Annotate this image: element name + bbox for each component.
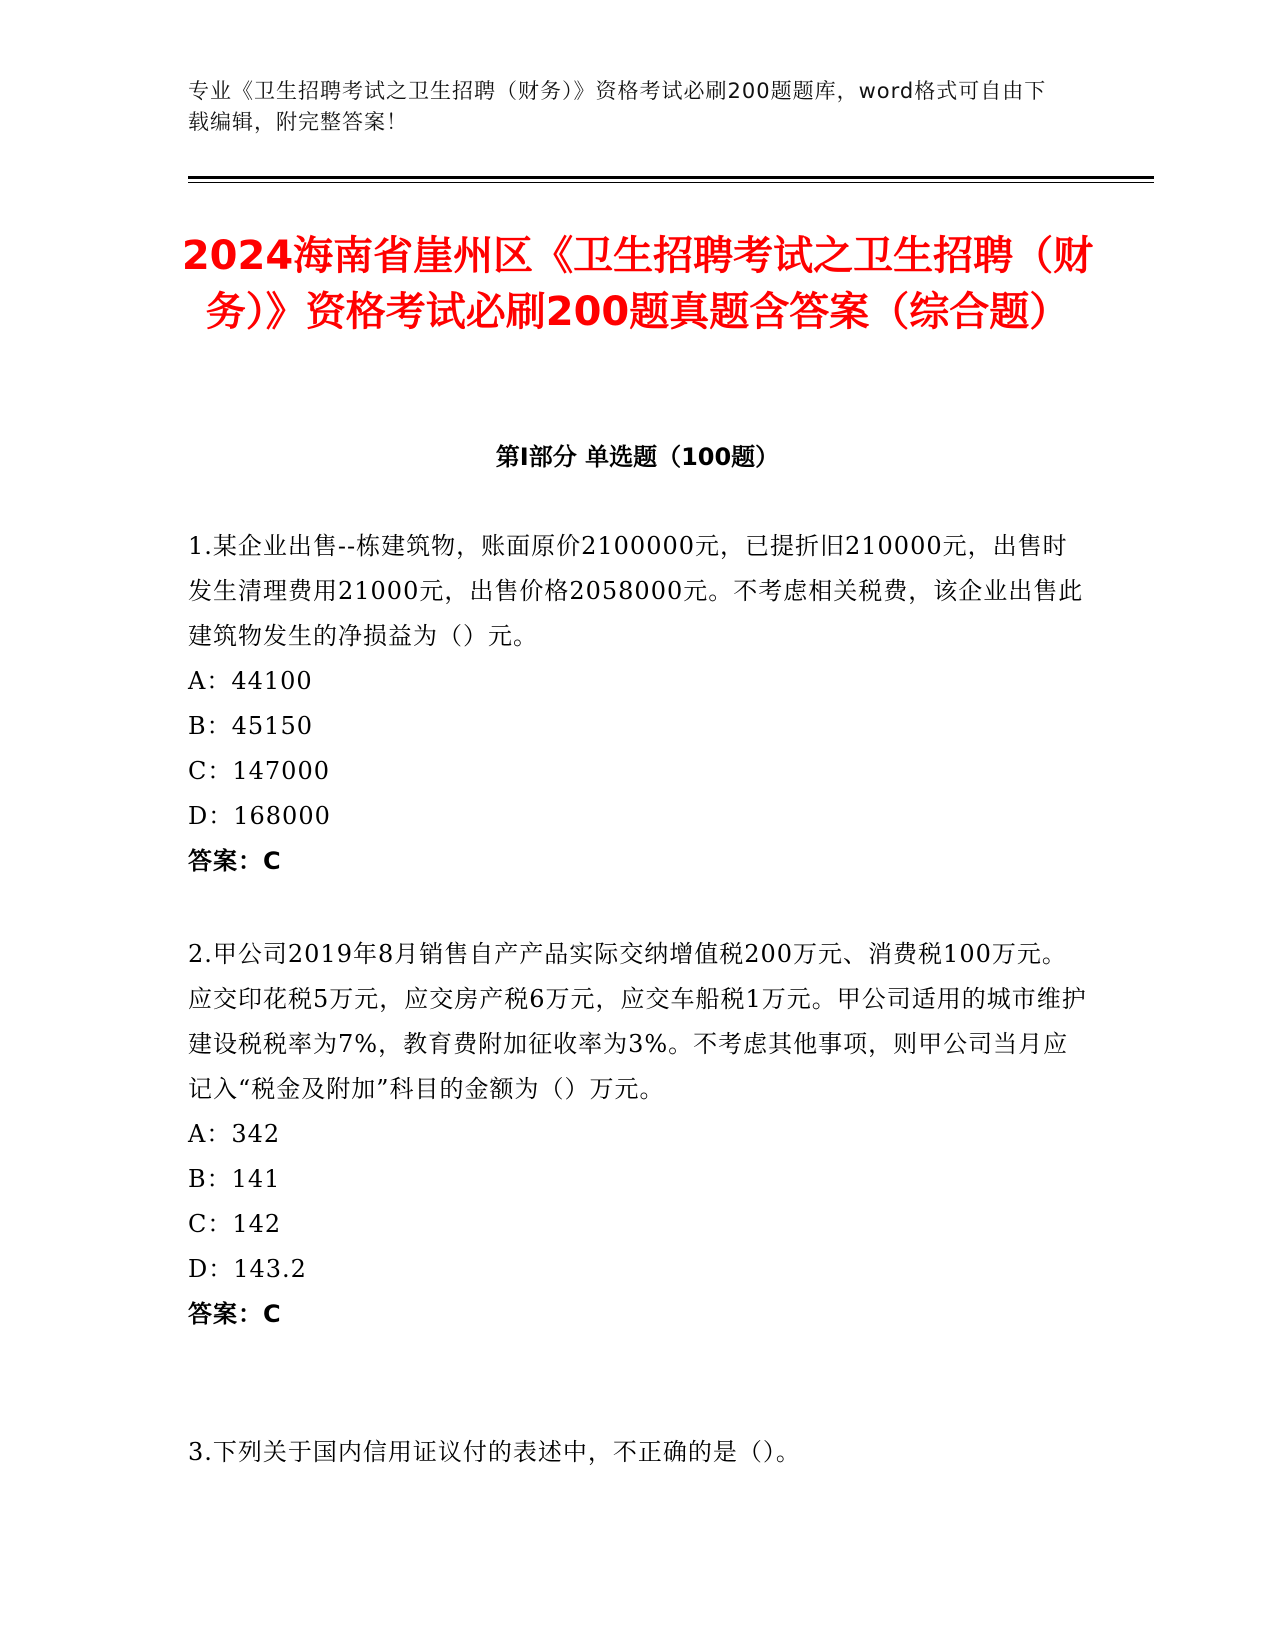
option-d: D：168000 bbox=[188, 802, 331, 830]
option-c: C：147000 bbox=[188, 757, 330, 785]
header-note: 专业《卫生招聘考试之卫生招聘（财务）》资格考试必刷200题题库，word格式可自由下载编辑，附完整答案！ bbox=[188, 79, 1047, 134]
option-a: A：44100 bbox=[188, 667, 313, 695]
section-heading: 第I部分 单选题（100题） bbox=[495, 443, 780, 471]
answer: 答案：C bbox=[188, 1300, 282, 1328]
question-stem: 1.某企业出售--栋建筑物，账面原价2100000元，已提折旧210000元，出售时发生清理费用21000元，出售价格2058000元。不考虑相关税费，该企业出售此建筑物发生的净损益为（）元。 bbox=[188, 532, 1084, 650]
question-1 bbox=[188, 524, 1088, 884]
question-stem: 2.甲公司2019年8月销售自产产品实际交纳增值税200万元、消费税100万元。应交印花税5万元，应交房产税6万元，应交车船税1万元。甲公司适用的城市维护建设税税率为7%，教育费附加征收率为3%。不考虑其他事项，则甲公司当月应记入“税金及附加”科目的金额为（）万元。 bbox=[188, 940, 1087, 1103]
option-b: B：45150 bbox=[188, 712, 313, 740]
question-2 bbox=[188, 932, 1088, 1337]
answer: 答案：C bbox=[188, 847, 282, 875]
document-title: 2024海南省崖州区《卫生招聘考试之卫生招聘（财务）》资格考试必刷200题真题含答案（综合题） bbox=[181, 233, 1094, 335]
option-d: D：143.2 bbox=[188, 1255, 307, 1283]
option-c: C：142 bbox=[188, 1210, 282, 1238]
question-3 bbox=[188, 1430, 1088, 1475]
question-stem: 3.下列关于国内信用证议付的表述中，不正确的是（）。 bbox=[188, 1438, 801, 1466]
header-divider-thick bbox=[188, 176, 1154, 179]
option-b: B：141 bbox=[188, 1165, 281, 1193]
header-divider-thin bbox=[188, 182, 1154, 183]
option-a: A：342 bbox=[188, 1120, 281, 1148]
